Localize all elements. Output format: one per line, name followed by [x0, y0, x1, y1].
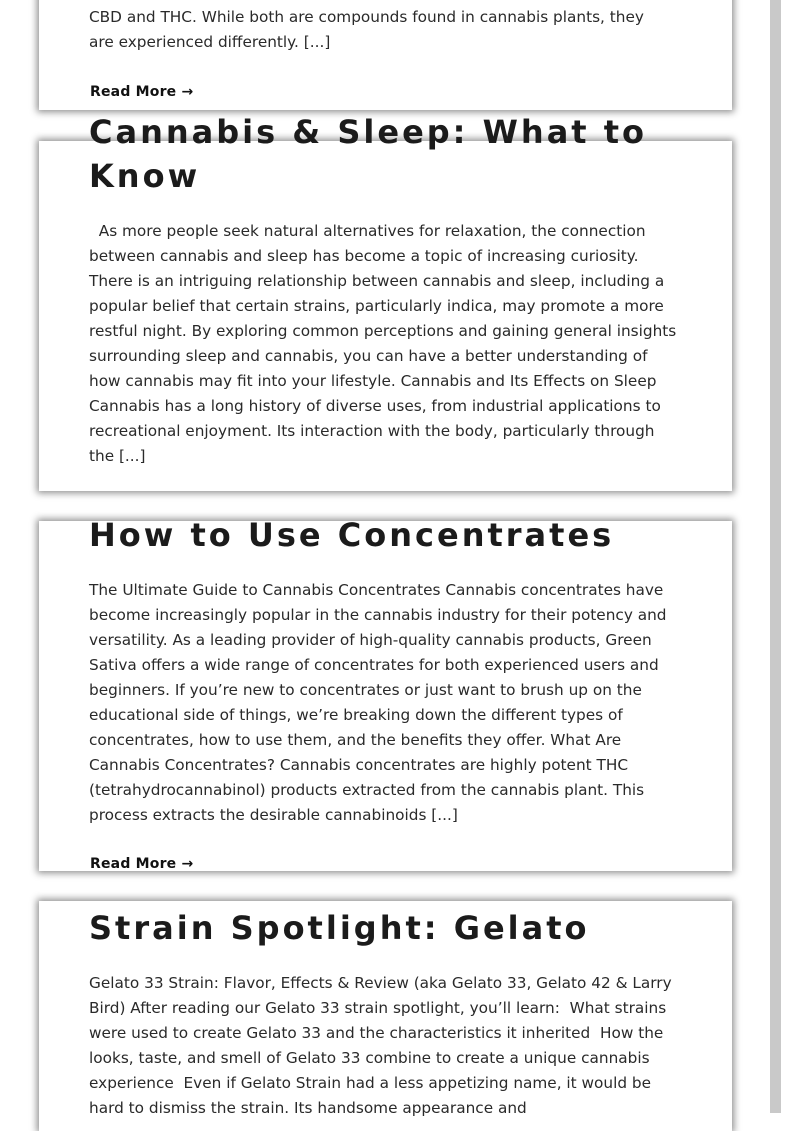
post-excerpt — [89, 5, 683, 55]
post-card — [39, 113, 732, 491]
post-title-line: Know — [89, 157, 201, 195]
post-card — [39, 0, 732, 110]
post-excerpt: As more people seek natural alternatives for relaxation, the connection between cannabis and sleep has become a topic of increasing curiosity. There is an intriguing relationship between cannabis and sleep, including a popular belief that certain strains, particularly indica, may promote a more restful night. By exploring common perceptions and gaining general insights surrounding sleep and cannabis, you can have a better understanding of how cannabis may fit into your lifestyle. Cannabis and Its Effects on Sleep Cannabis has a long history of diverse uses, from industrial applications to recreational enjoyment. Its interaction with the body, particularly through the [...] — [89, 222, 682, 465]
read-more-link[interactable]: Read More → — [90, 856, 194, 872]
vertical-scrollbar[interactable] — [770, 0, 785, 1113]
post-card — [39, 901, 732, 1131]
read-more-link[interactable]: Read More → — [90, 84, 194, 100]
post-excerpt: The Ultimate Guide to Cannabis Concentrates Cannabis concentrates have become increasingly popular in the cannabis industry for their potency and versatility. As a leading provider of high-quality cannabis products, Green Sativa offers a wide range of concentrates for both experienced users and beginners. If you’re new to concentrates or just want to brush up on the educational side of things, we’re breaking down the different types of concentrates, how to use them, and the benefits they offer. What Are Cannabis Concentrates? Cannabis concentrates are highly potent THC (tetrahydrocannabinol) products extracted from the cannabis plant. This process extracts the desirable cannabinoids [...] — [89, 581, 667, 824]
post-card — [39, 516, 732, 872]
post-title[interactable]: How to Use Concentrates — [89, 516, 615, 554]
post-title[interactable]: Strain Spotlight: Gelato — [89, 909, 590, 947]
post-excerpt-line: are experienced differently. [...] — [89, 33, 331, 51]
post-title[interactable] — [89, 110, 647, 198]
scrollbar-thumb[interactable] — [770, 0, 781, 1113]
post-excerpt-line: CBD and THC. While both are compounds found in cannabis plants, they — [89, 8, 644, 26]
post-excerpt: Gelato 33 Strain: Flavor, Effects & Review (aka Gelato 33, Gelato 42 & Larry Bird) After reading our Gelato 33 strain spotlight, you’ll learn: What strains were used to create Gelato 33 and the characteristics it inherited How the looks, taste, and smell of Gelato 33 combine to create a unique cannabis experience Even if Gelato Strain had a less appetizing name, it would be hard to dismiss the strain. Its handsome appearance and — [89, 974, 677, 1117]
post-title-line: Cannabis & Sleep: What to — [89, 113, 647, 151]
